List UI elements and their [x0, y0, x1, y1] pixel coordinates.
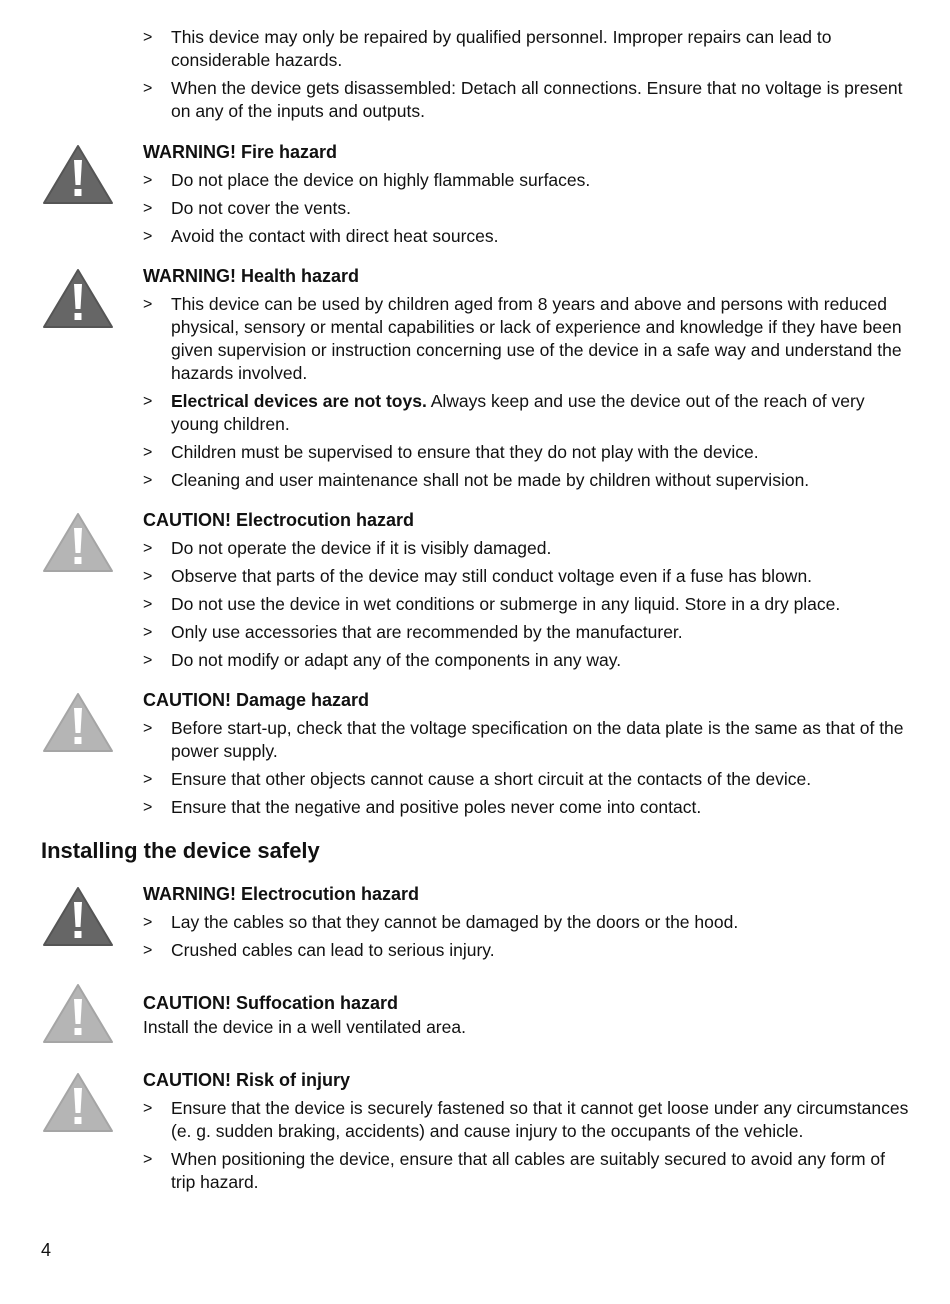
warning-list — [143, 293, 913, 492]
list-item: > Do not operate the device if it is visibly damaged. — [143, 538, 552, 558]
bullet-chevron: > — [143, 172, 153, 189]
section-title: Installing the device safely — [41, 838, 320, 863]
list-item: > Cleaning and user maintenance shall not be made by children without supervision. — [143, 470, 810, 490]
list-item: > Avoid the contact with direct heat sources. — [143, 226, 499, 246]
caution-triangle-icon — [41, 982, 115, 1046]
warning-list — [143, 911, 913, 962]
list-item: > This device can be used by children aged from 8 years and above and persons with reduced physical, sensory or mental capabilities or lack of experience and knowledge if they have been given supervision or instruction concerning use of the device in a safe way and understand the hazards involved. — [143, 294, 902, 383]
list-item: > When positioning the device, ensure that all cables are suitably secured to avoid any form of trip hazard. — [143, 1149, 886, 1192]
list-item: > Crushed cables can lead to serious injury. — [143, 940, 495, 960]
warning-content — [143, 509, 913, 677]
bullet-chevron: > — [143, 228, 153, 245]
warning-content — [143, 1069, 913, 1199]
warning-list — [143, 1097, 913, 1194]
list-item: > Ensure that other objects cannot cause a short circuit at the contacts of the device. — [143, 769, 812, 789]
intro-content — [143, 26, 913, 128]
list-item: > Only use accessories that are recommended by the manufacturer. — [143, 622, 683, 642]
bullet-chevron: > — [143, 720, 153, 737]
warning-triangle-icon — [41, 143, 115, 207]
warning-content — [143, 141, 913, 253]
warning-content — [143, 689, 913, 824]
bullet-chevron: > — [143, 942, 153, 959]
list-item: > Lay the cables so that they cannot be damaged by the doors or the hood. — [143, 912, 739, 932]
warning-title: WARNING! Electrocution hazard — [143, 884, 420, 904]
bullet-chevron: > — [143, 200, 153, 217]
bullet-chevron: > — [143, 1100, 153, 1117]
warning-title: CAUTION! Suffocation hazard — [143, 993, 398, 1013]
list-item: > Do not cover the vents. — [143, 198, 351, 218]
warning-triangle-icon — [41, 267, 115, 331]
warning-list — [143, 717, 913, 819]
warning-content — [143, 883, 913, 967]
bullet-chevron: > — [143, 799, 153, 816]
warning-content — [143, 992, 913, 1039]
bullet-chevron: > — [143, 540, 153, 557]
list-item: > Do not place the device on highly flammable surfaces. — [143, 170, 591, 190]
warning-list — [143, 169, 913, 248]
warning-content — [143, 265, 913, 497]
bullet-chevron: > — [143, 472, 153, 489]
list-item: > Children must be supervised to ensure that they do not play with the device. — [143, 442, 759, 462]
caution-triangle-icon — [41, 691, 115, 755]
warning-triangle-icon — [41, 885, 115, 949]
list-item: > Ensure that the device is securely fastened so that it cannot get loose under any circumstances (e. g. sudden braking, accidents) and cause injury to the occupants of the vehicle. — [143, 1098, 909, 1141]
bullet-chevron: > — [143, 393, 153, 410]
warning-title: CAUTION! Electrocution hazard — [143, 510, 415, 530]
warning-title: CAUTION! Damage hazard — [143, 690, 370, 710]
bullet-chevron: > — [143, 1151, 153, 1168]
warning-title: WARNING! Fire hazard — [143, 142, 338, 162]
bullet-chevron: > — [143, 624, 153, 641]
warning-title: WARNING! Health hazard — [143, 266, 360, 286]
list-item: > When the device gets disassembled: Detach all connections. Ensure that no voltage is present on any of the inputs and outputs. — [143, 78, 903, 121]
bullet-chevron: > — [143, 914, 153, 931]
bullet-chevron: > — [143, 568, 153, 585]
bullet-chevron: > — [143, 652, 153, 669]
page-number: 4 — [41, 1240, 52, 1260]
warning-title: CAUTION! Risk of injury — [143, 1070, 351, 1090]
list-item: > Before start-up, check that the voltage specification on the data plate is the same as that of the power supply. — [143, 718, 904, 761]
emphasis-text: Electrical devices are not toys. — [171, 391, 427, 411]
warning-text: Install the device in a well ventilated area. — [143, 1017, 466, 1037]
list-item: > Do not use the device in wet conditions or submerge in any liquid. Store in a dry place. — [143, 594, 841, 614]
bullet-chevron: > — [143, 444, 153, 461]
list-item: > Electrical devices are not toys. Always keep and use the device out of the reach of very young children. — [143, 391, 865, 434]
intro-list — [143, 26, 913, 123]
warning-list — [143, 537, 913, 672]
bullet-chevron: > — [143, 596, 153, 613]
caution-triangle-icon — [41, 1071, 115, 1135]
caution-triangle-icon — [41, 511, 115, 575]
list-item: > Observe that parts of the device may still conduct voltage even if a fuse has blown. — [143, 566, 813, 586]
list-item: > Do not modify or adapt any of the components in any way. — [143, 650, 622, 670]
bullet-chevron: > — [143, 771, 153, 788]
list-item: > Ensure that the negative and positive poles never come into contact. — [143, 797, 702, 817]
bullet-chevron: > — [143, 296, 153, 313]
bullet-chevron: > — [143, 29, 153, 46]
list-item: > This device may only be repaired by qualified personnel. Improper repairs can lead to considerable hazards. — [143, 27, 832, 70]
bullet-chevron: > — [143, 80, 153, 97]
